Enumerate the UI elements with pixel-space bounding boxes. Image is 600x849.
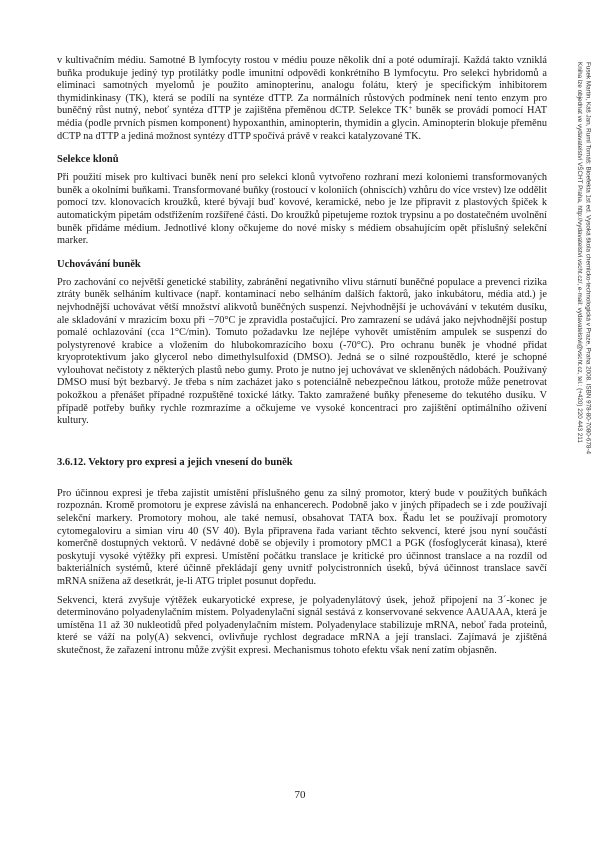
side-note-citation: Fusek Martin, Káš Jan, Ruml Tomáš: Bioefekta 1st ed. Vysoká škola chemicko-technologická v Praze, Praha 2008. ISBN 978-80-7080-678-4 xyxy=(584,62,592,455)
page-number: 70 xyxy=(294,789,306,801)
clones-paragraph: Při použití misek pro kultivaci buněk není pro selekci klonů vytvořeno rozhraní mezi koloniemi transformovaných buněk a okolními buňkami. Transformované buňky (rostoucí v koloniích (ohniscích) vzhůru do více vrstev) lze oddělit pomocí tzv. klonovacích kroužků, které bývají buď kovové, keramické, nebo je lze připravit z plastových špiček k automatickým pipetám odstřižením rozšířené části. Do kroužků pipetujeme roztok trypsinu a po dostatečném uvolnění buněk přidáme médium. Jednotlivé klony očkujeme do nové misky s médiem obsahujícím opět příslušný selekční marker. xyxy=(57,172,547,247)
section-storage xyxy=(57,258,547,428)
section-clones xyxy=(57,153,547,248)
page-body xyxy=(57,55,547,658)
intro-text: v kultivačním médiu. Samotné B lymfocyty rostou v médiu pouze několik dní a poté odumírají. Každá takto vzniklá buňka produkuje jediný typ protilátky podle imunitní odpovědi konkrétního B lymfocytu. Pro selekci hybridomů a eliminaci samotných myelomů je použito aminopterinu, analogu folátu, který je specifickým inhibitorem thymidinkinasy (TK), která se podílí na syntéze dTTP. Za normálních růstových podmínek není tento enzym pro buněčný růst nutný, neboť syntéza dTTP je zajištěna přeměnou dCTP. Selekce TK xyxy=(57,55,547,117)
section-heading-clones: Selekce klonů xyxy=(57,154,119,166)
section-vectors xyxy=(57,456,547,658)
tk-superscript: + xyxy=(408,104,413,113)
storage-paragraph: Pro zachování co největší genetické stability, zabránění negativního vlivu stárnutí buněčné populace a prevenci rizika ztráty buněk selháním kultivace (např. kontaminací nebo selháním dalších faktorů, jako inkubátoru, média atd.) je nejvhodnější uchovávat větší množství alikvotů buněčných suspenzí. Nejvhodnější je uchovávání v tekutém dusíku, ale skladování v mrazicím boxu při −70°C je zpravidla postačující. Pro zamrazení se udává jako nejvhodnější postup pomalé ochlazování (cca 1°C/min). Tomuto požadavku lze nejlépe vyhovět umístěním ampulek se suspenzí do polystyrenové krabice a vložením do hlubokomrazícího boxu (-70°C). Pro ochranu buněk je vhodné přidat kryoprotektivum jako glycerol nebo dimethylsulfoxid (DMSO). Jedná se o silné rozpouštědlo, které je schopné vylouhovat nečistoty z některých plastů nebo gumy. Proto je nutno jej uchovávat ve skleněných nádobách. Používaný DMSO musí být bezbarvý. Je třeba s ním zacházet jako s potenciálně nebezpečnou látkou, protože může penetrovat pokožkou a přenášet případné rozpuštěné toxické látky. Takto zamražené buňky přeneseme do tekutého dusíku. V případě potřeby buňky rychle rozmrazíme a očkujeme ve vysoké koncentraci pro zajištění optimálního oživení kultury. xyxy=(57,276,547,427)
vectors-paragraph-2: Sekvenci, která zvyšuje výtěžek eukaryotické exprese, je polyadenylátový úsek, jehož připojení na 3´-konec je determinováno polyadenylačním místem. Polyadenylační signál sestává z konservované sekvence AAUAAA, která je umístěna 11 až 30 nukleotidů před polyadenylačním místem. Polyadenylace stabilizuje mRNA, neboť řada proteinů, které se váží na poly(A) sekvenci, ovlivňuje rychlost degradace mRNA a její translaci. Zajímavá je zjištěná skutečnost, že zařazení intronu může zvýšit expresi. Mechanismus tohoto efektu však není zatím objasněn. xyxy=(57,594,547,656)
copyright-side-note xyxy=(575,62,591,454)
section-heading-storage: Uchovávání buněk xyxy=(57,258,141,270)
side-note-order-info: Kniha lze objednat ve vydavatelství VŠCHT Praha, http://vydavatelstvi.vscht.cz/, e-mail: vydavatelstvi@vscht.cz, tel.: (+420) 220 443 211 xyxy=(576,62,584,443)
section-heading-vectors: 3.6.12. Vektory pro expresi a jejich vnesení do buněk xyxy=(57,456,293,468)
intro-text-tail: buněk se provádí pomocí HAT média (podle prvních písmen komponent) hypoxanthin, aminopterin, thymidin a glycin. Aminopterin blokuje přeměnu dCTP na dTTP a jediná možnost syntézy dTTP spočívá právě v reakci katalyzované TK. xyxy=(57,105,547,142)
vectors-paragraph-1: Pro účinnou expresi je třeba zajistit umístění příslušného genu za silný promotor, který bude v použitých buňkách rozpoznán. Kromě promotoru je exprese závislá na enhancerech. Podobně jako v jiných případech se i zde používají selekční markery. Promotory mohou, ale také nemusí, obsahovat TATA box. Řadu let se používají promotory cytomegaloviru a simian viru 40 (SV 40). Byla připravena řada variant těchto sekvencí, které jsou nyní součástí komerčně dostupných vektorů. V nedávné době se objevily i promotory pMC1 a PGK (fosfoglycerát kinasa), které poskytují vysoké výtěžky při expresi. Umístění počátku translace je kritické pro účinnost translace a na rozdíl od bakteriálních systémů, které účinně překládají geny uvnitř polycistronních úseků, bývá účinnost translace savčí mRNA snížena až desetkrát, je-li ATG triplet posunut dopředu. xyxy=(57,487,547,587)
intro-paragraph xyxy=(57,55,547,143)
